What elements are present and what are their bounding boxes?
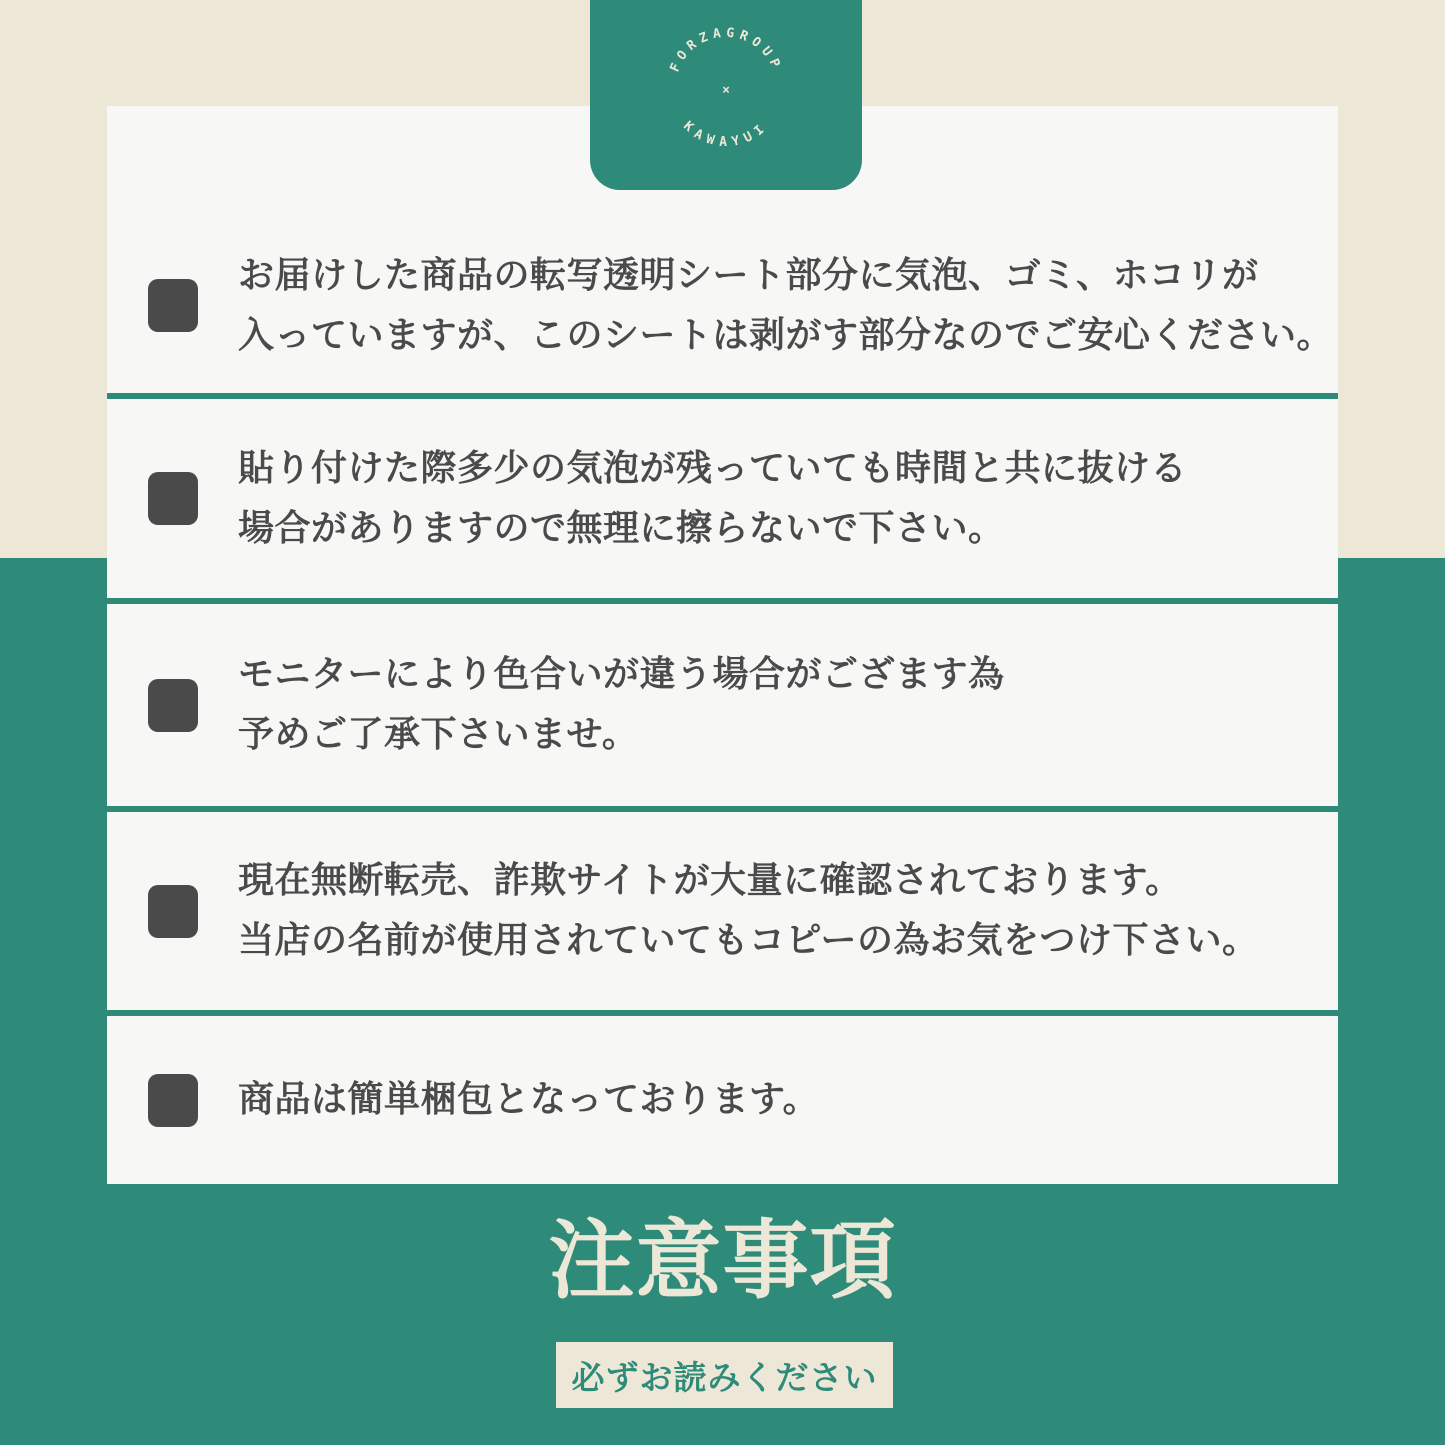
notice-text-4 xyxy=(238,851,1259,971)
read-me-badge-label: 必ずお読みください xyxy=(571,1357,878,1397)
brand-circular-logo xyxy=(651,14,801,164)
notice-line: 予めご了承下さいませ。 xyxy=(238,714,639,755)
notice-line: 商品は簡単梱包となっております。 xyxy=(238,1079,820,1120)
checkbox-icon xyxy=(148,1074,198,1127)
notice-text-2 xyxy=(238,439,1187,559)
checkbox-icon xyxy=(148,279,198,332)
notice-title: 注意事項 xyxy=(548,1211,897,1311)
notice-line: 現在無断転売、詐欺サイトが大量に確認されております。 xyxy=(238,860,1182,901)
notice-line: 当店の名前が使用されていてもコピーの為お気をつけ下さい。 xyxy=(238,920,1259,961)
notice-line: お届けした商品の転写透明シート部分に気泡、ゴミ、ホコリが xyxy=(238,254,1259,296)
notice-line: 場合がありますので無理に擦らないで下さい。 xyxy=(238,507,1005,549)
notice-line: 入っていますが、このシートは剥がす部分なのでご安心ください。 xyxy=(238,314,1334,356)
checkbox-icon xyxy=(148,472,198,525)
notice-item-2 xyxy=(107,399,1338,598)
notice-text-5 xyxy=(238,1070,819,1130)
brand-name-top-text: FORZAGROUP xyxy=(667,25,785,75)
notice-text-3 xyxy=(238,645,1005,765)
read-me-badge xyxy=(556,1342,893,1408)
brand-tab xyxy=(590,0,862,190)
notice-line: モニターにより色合いが違う場合がござます為 xyxy=(238,654,1005,695)
checkbox-icon xyxy=(148,679,198,732)
notice-item-4 xyxy=(107,812,1338,1010)
notice-item-3 xyxy=(107,604,1338,806)
brand-name-bottom-text: KAWAYUI xyxy=(680,118,772,150)
brand-name-bottom xyxy=(680,119,772,150)
brand-x-mark: × xyxy=(722,83,730,98)
notice-line: 貼り付けた際多少の気泡が残っていても時間と共に抜ける xyxy=(238,447,1188,489)
notice-item-5 xyxy=(107,1016,1338,1184)
notice-text-1 xyxy=(238,246,1333,366)
notice-card xyxy=(107,106,1338,1184)
checkbox-icon xyxy=(148,885,198,938)
brand-name-top xyxy=(668,26,785,75)
